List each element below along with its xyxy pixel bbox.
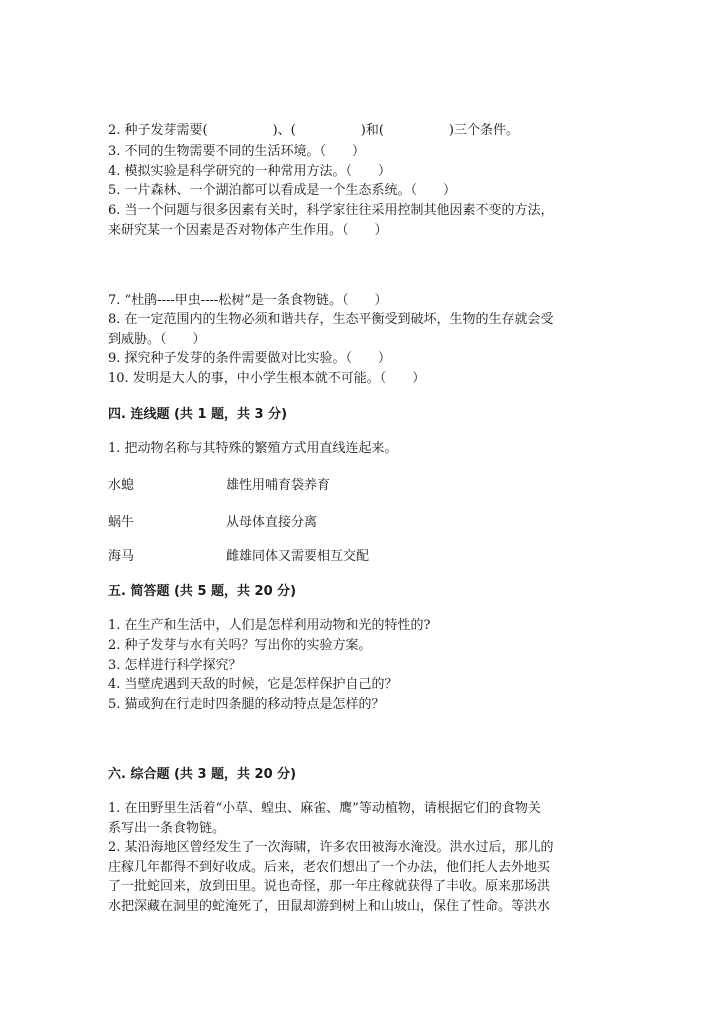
comprehensive-question-2-line3: 了一批蛇回来，放到田里。说也奇怪，那一年庄稼就获得了丰收。原来那场洪 <box>108 879 551 894</box>
section-4-heading: 四. 连线题 (共 1 题，共 3 分) <box>108 407 288 422</box>
judgement-question-8-line2: 到威胁。（ ） <box>108 332 206 347</box>
judgement-question-9: 9. 探究种子发芽的条件需要做对比实验。（ ） <box>108 351 392 366</box>
match-left-item: 海马 <box>108 549 135 564</box>
section-6-heading: 六. 综合题 (共 3 题，共 20 分) <box>108 767 297 782</box>
matching-question: 1. 把动物名称与其特殊的繁殖方式用直线连起来。 <box>108 441 398 456</box>
comprehensive-question-1-line2: 系写出一条食物链。 <box>108 821 226 836</box>
comprehensive-question-2-line2: 庄稼几年都得不到好收成。后来，老农们想出了一个办法，他们托人去外地买 <box>108 860 551 875</box>
match-right-item: 从母体直接分离 <box>226 515 318 530</box>
short-answer-question-2: 2. 种子发芽与水有关吗？写出你的实验方案。 <box>108 638 372 653</box>
match-right-item: 雌雄同体又需要相互交配 <box>226 549 370 564</box>
judgement-question-4: 4. 模拟实验是科学研究的一种常用方法。（ ） <box>108 164 392 179</box>
match-left-item: 水螅 <box>108 478 135 493</box>
judgement-question-7: 7. “杜鹃----甲虫----松树”是一条食物链。（ ） <box>108 293 388 308</box>
match-left-item: 蜗牛 <box>108 515 135 530</box>
short-answer-question-5: 5. 猫或狗在行走时四条腿的移动特点是怎样的？ <box>108 697 385 712</box>
judgement-question-5: 5. 一片森林、一个湖泊都可以看成是一个生态系统。（ ） <box>108 183 457 198</box>
short-answer-question-1: 1. 在生产和生活中，人们是怎样利用动物和光的特性的? <box>108 618 431 633</box>
match-right-item: 雄性用哺育袋养育 <box>226 478 331 493</box>
comprehensive-question-2-line1: 2. 某沿海地区曾经发生了一次海啸，许多农田被海水淹没。洪水过后，那儿的 <box>108 840 554 855</box>
judgement-question-10: 10. 发明是大人的事，中小学生根本就不可能。（ ） <box>108 371 426 386</box>
judgement-question-6-line2: 来研究某一个因素是否对物体产生作用。（ ） <box>108 223 388 238</box>
fill-blank-question-2: 2. 种子发芽需要( )、( )和( )三个条件。 <box>108 123 519 138</box>
short-answer-question-4: 4. 当壁虎遇到天敌的时候，它是怎样保护自己的？ <box>108 677 398 692</box>
short-answer-question-3: 3. 怎样进行科学探究？ <box>108 658 242 673</box>
judgement-question-3: 3. 不同的生物需要不同的生活环境。（ ） <box>108 144 366 159</box>
section-5-heading: 五. 简答题 (共 5 题，共 20 分) <box>108 584 297 599</box>
comprehensive-question-1-line1: 1. 在田野里生活着“小草、蝗虫、麻雀、鹰”等动植物，请根据它们的食物关 <box>108 801 541 816</box>
judgement-question-8-line1: 8. 在一定范围内的生物必须和谐共存，生态平衡受到破坏，生物的生存就会受 <box>108 312 554 327</box>
judgement-question-6-line1: 6. 当一个问题与很多因素有关时，科学家往往采用控制其他因素不变的方法， <box>108 203 554 218</box>
comprehensive-question-2-line4: 水把深藏在洞里的蛇淹死了，田鼠却游到树上和山坡山，保住了性命。等洪水 <box>108 899 551 914</box>
